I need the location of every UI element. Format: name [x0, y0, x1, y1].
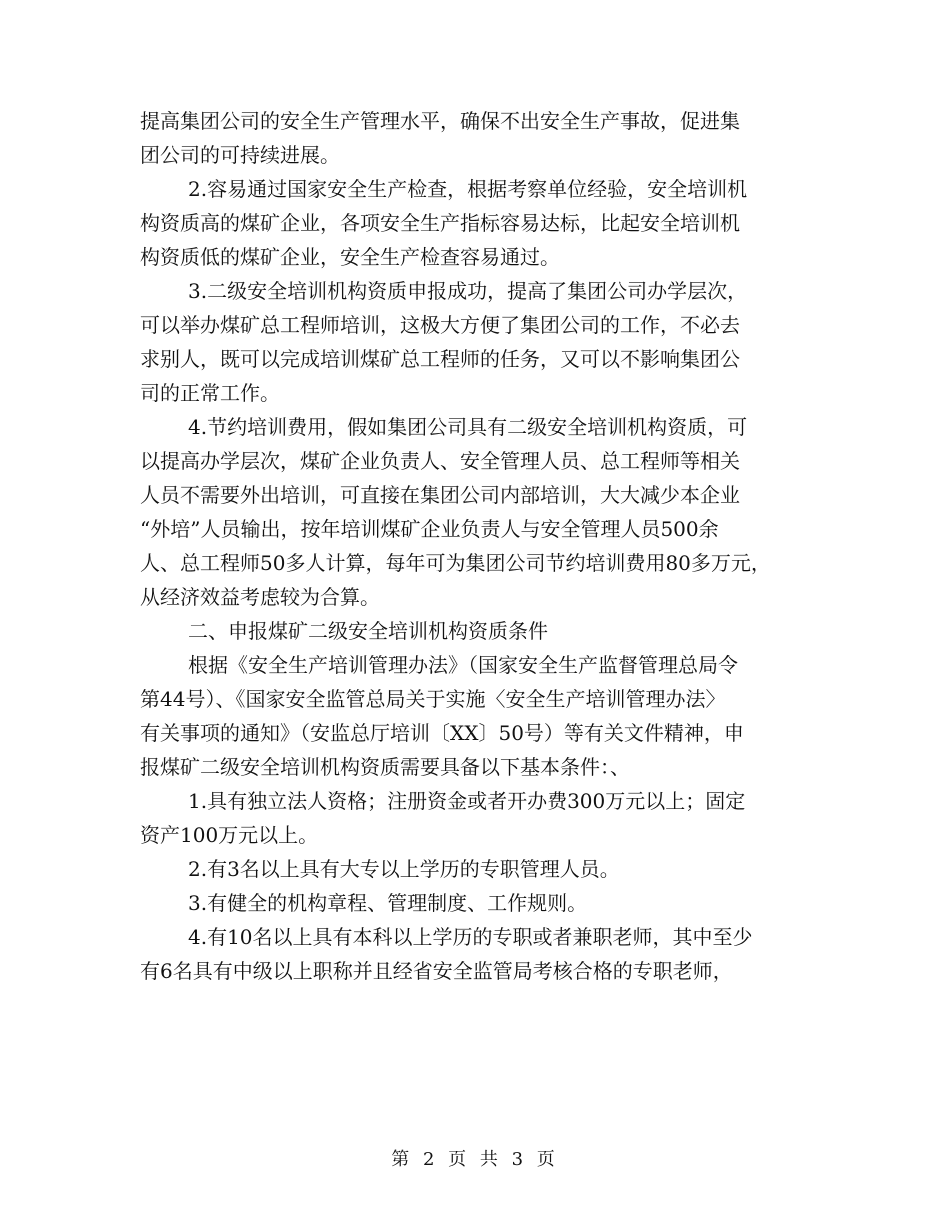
section-heading: 二、申报煤矿二级安全培训机构资质条件 — [188, 619, 548, 643]
text-line: 从经济效益考虑较为合算。 — [140, 585, 380, 609]
paragraph-start: 4.节约培训费用，假如集团公司具有二级安全培训机构资质，可 — [188, 415, 748, 439]
text-line: 以提高办学层次，煤矿企业负责人、安全管理人员、总工程师等相关 — [140, 449, 740, 473]
paragraph-start: 3.有健全的机构章程、管理制度、工作规则。 — [188, 891, 588, 915]
text-line: 有关事项的通知》（安监总厅培训〔XX〕50号）等有关文件精神，申 — [140, 721, 744, 745]
paragraph-start: 根据《安全生产培训管理办法》（国家安全生产监督管理总局令 — [188, 653, 738, 677]
paragraph-start: 1.具有独立法人资格；注册资金或者开办费300万元以上；固定 — [188, 789, 746, 813]
text-line: 构资质低的煤矿企业，安全生产检查容易通过。 — [140, 245, 560, 269]
paragraph-start: 3.二级安全培训机构资质申报成功，提高了集团公司办学层次， — [188, 279, 748, 303]
text-line: 团公司的可持续进展。 — [140, 143, 340, 167]
text-line: 第44号）、《国家安全监管总局关于实施〈安全生产培训管理办法〉 — [140, 687, 726, 711]
text-line: 资产100万元以上。 — [140, 823, 319, 847]
page-footer: 第 2 页 共 3 页 — [391, 1149, 559, 1170]
text-line: 人员不需要外出培训，可直接在集团公司内部培训，大大减少本企业 — [140, 483, 740, 507]
text-line: 人、总工程师50多人计算，每年可为集团公司节约培训费用80多万元， — [140, 551, 771, 575]
text-line: 司的正常工作。 — [140, 381, 280, 405]
document-body — [140, 104, 840, 988]
paragraph-start: 2.容易通过国家安全生产检查，根据考察单位经验，安全培训机 — [188, 177, 748, 201]
text-line: 有6名具有中级以上职称并且经省安全监管局考核合格的专职老师， — [140, 959, 733, 983]
text-line: 求别人，既可以完成培训煤矿总工程师的任务，又可以不影响集团公 — [140, 347, 740, 371]
text-line: 提高集团公司的安全生产管理水平，确保不出安全生产事故，促进集 — [140, 109, 740, 133]
text-line: “外培”人员输出，按年培训煤矿企业负责人与安全管理人员500余 — [140, 517, 719, 541]
text-line: 构资质高的煤矿企业，各项安全生产指标容易达标，比起安全培训机 — [140, 211, 740, 235]
text-line: 报煤矿二级安全培训机构资质需要具备以下基本条件：、 — [140, 755, 630, 779]
paragraph-start: 4.有10名以上具有本科以上学历的专职或者兼职老师，其中至少 — [188, 925, 753, 949]
paragraph-start: 2.有3名以上具有大专以上学历的专职管理人员。 — [188, 857, 620, 881]
text-line: 可以举办煤矿总工程师培训，这极大方便了集团公司的工作，不必去 — [140, 313, 740, 337]
